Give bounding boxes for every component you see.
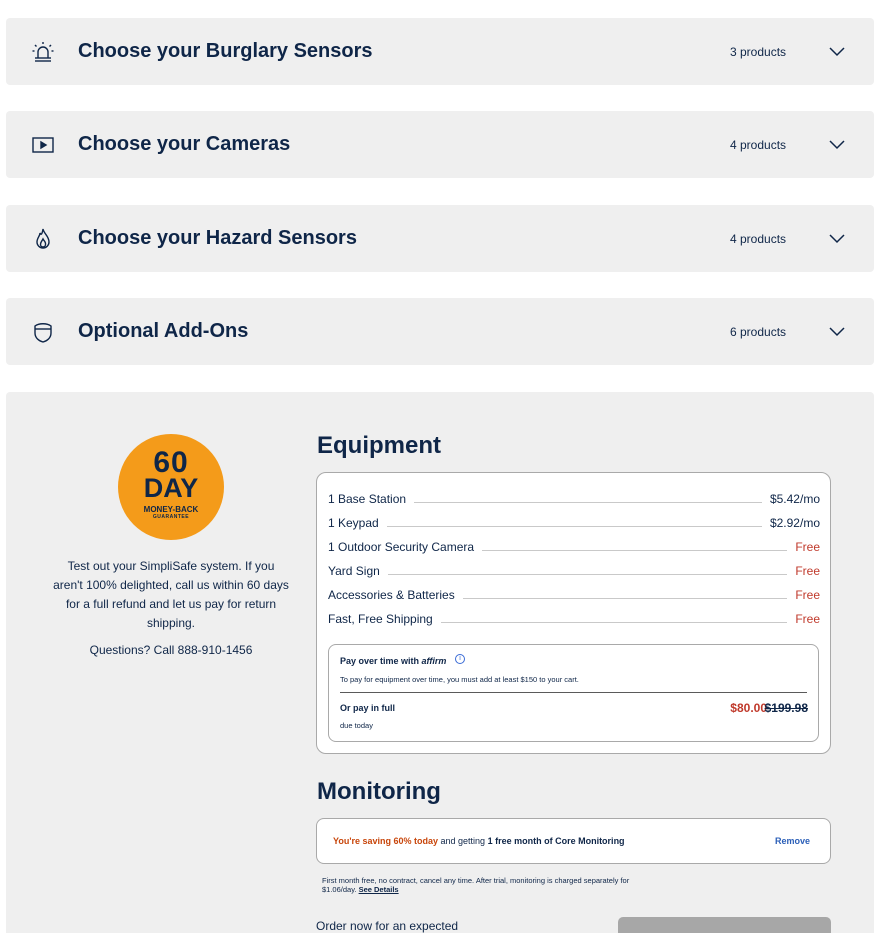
- pay-over-time-label: [340, 656, 446, 666]
- line-label: Yard Sign: [328, 564, 380, 578]
- questions-phone: Questions? Call 888-910-1456: [89, 643, 253, 657]
- pay-over-time-text: Pay over time with: [340, 656, 420, 666]
- accordion-title: Choose your Cameras: [78, 133, 291, 155]
- divider: [340, 692, 807, 693]
- accordion-add-ons[interactable]: [6, 298, 874, 365]
- sale-price: $80.00: [730, 701, 767, 715]
- dotted-leader: [388, 574, 788, 575]
- dotted-leader: [387, 526, 762, 527]
- accordion-hazard-sensors[interactable]: [6, 205, 874, 272]
- badge-guarantee: GUARANTEE: [152, 514, 190, 520]
- affirm-logo: affirm: [421, 656, 447, 666]
- line-label: Accessories & Batteries: [328, 588, 455, 602]
- free-month-text: 1 free month of Core Monitoring: [487, 836, 625, 846]
- line-label: 1 Outdoor Security Camera: [328, 540, 475, 554]
- product-count: 4 products: [730, 231, 787, 246]
- product-count: 3 products: [730, 44, 787, 59]
- badge-moneyback: MONEY-BACK: [143, 505, 199, 514]
- remove-link[interactable]: Remove: [774, 836, 810, 846]
- chevron-down-icon[interactable]: [828, 230, 846, 246]
- line-price: $5.42/mo: [769, 492, 820, 506]
- line-label: 1 Base Station: [328, 492, 407, 506]
- badge-day: DAY: [143, 473, 199, 503]
- equipment-line: [328, 514, 820, 532]
- saving-text: You're saving 60% today: [333, 836, 439, 846]
- line-price: Free: [795, 540, 820, 554]
- equipment-line: [328, 490, 820, 508]
- dotted-leader: [463, 598, 788, 599]
- chevron-down-icon[interactable]: [828, 323, 846, 339]
- payment-options-box: [328, 644, 819, 742]
- due-today-label: due today: [340, 721, 373, 730]
- equipment-line: [328, 538, 820, 556]
- line-price: Free: [795, 564, 820, 578]
- fine-print-text: First month free, no contract, cancel any time. After trial, monitoring is charged separately for $1.06/day.: [322, 876, 630, 894]
- see-details-link[interactable]: See Details: [358, 885, 399, 894]
- dotted-leader: [482, 550, 787, 551]
- flame-icon: [31, 227, 55, 251]
- equipment-card: [316, 472, 831, 754]
- product-count: 6 products: [730, 324, 787, 339]
- money-back-badge: [118, 434, 224, 540]
- accordion-burglary-sensors[interactable]: [6, 18, 874, 85]
- equipment-line: [328, 586, 820, 604]
- accordion-title: Optional Add-Ons: [78, 320, 249, 342]
- accordion-title: Choose your Burglary Sensors: [78, 40, 373, 62]
- accordion-title: Choose your Hazard Sensors: [78, 227, 357, 249]
- monitoring-heading: Monitoring: [317, 778, 441, 805]
- equipment-heading: Equipment: [317, 432, 441, 459]
- shield-icon: [31, 320, 55, 344]
- alarm-icon: [31, 40, 55, 64]
- equipment-line: [328, 562, 820, 580]
- line-label: Fast, Free Shipping: [328, 612, 433, 626]
- equipment-line: [328, 610, 820, 628]
- badge-number: 60: [153, 446, 189, 479]
- line-price: $2.92/mo: [769, 516, 820, 530]
- checkout-button[interactable]: [618, 917, 831, 933]
- monitoring-card: [316, 818, 831, 864]
- line-label: 1 Keypad: [328, 516, 379, 530]
- dotted-leader: [441, 622, 788, 623]
- pay-in-full-label: Or pay in full: [340, 703, 396, 713]
- pay-note: To pay for equipment over time, you must add at least $150 to your cart.: [340, 675, 579, 684]
- original-price: $199.98: [764, 701, 808, 715]
- delivery-estimate-text: Order now for an expected: [316, 919, 459, 933]
- chevron-down-icon[interactable]: [828, 43, 846, 59]
- monitoring-offer: [333, 836, 625, 846]
- guarantee-text: Test out your SimpliSafe system. If you aren't 100% delighted, call us within 60 days for a full refund and let us pay for return shipping.: [53, 559, 289, 630]
- product-count: 4 products: [730, 137, 787, 152]
- line-price: Free: [795, 612, 820, 626]
- info-icon[interactable]: i: [455, 654, 465, 664]
- monitoring-fine-print: [322, 876, 642, 894]
- chevron-down-icon[interactable]: [828, 136, 846, 152]
- order-summary-panel: [6, 392, 874, 933]
- accordion-cameras[interactable]: [6, 111, 874, 178]
- and-getting-text: and getting: [438, 836, 488, 846]
- line-price: Free: [795, 588, 820, 602]
- camera-icon: [31, 133, 55, 157]
- dotted-leader: [414, 502, 762, 503]
